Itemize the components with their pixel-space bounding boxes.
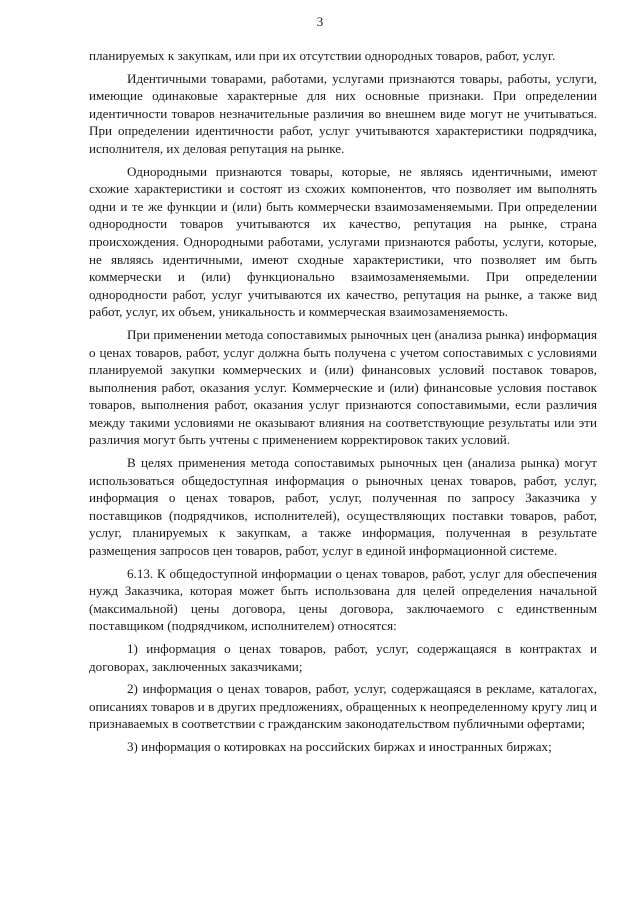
list-item-2: 2) информация о ценах товаров, работ, услуг, содержащаяся в рекламе, каталогах, описаниях товаров и в других предложениях, обращенных к неопределенному кругу лиц и признаваемых в соответствии с гражданским законодательством публичными офертами;: [89, 681, 597, 732]
list-item-1: 1) информация о ценах товаров, работ, услуг, содержащаяся в контрактах и договорах, заключенных заказчиками;: [89, 641, 597, 674]
paragraph-homogeneous-goods: Однородными признаются товары, которые, не являясь идентичными, имеют схожие характеристики и состоят из схожих компонентов, что позволяет им выполнять одни и те же функции и (или) быть коммерчески взаимозаменяемыми. При определении однородности товаров учитываются их качество, репутация на рынке, страна происхождения. Однородными работами, услугами признаются работы, услуги, которые, не являясь идентичными, имеют сходные характеристики, что позволяет им быть коммерчески и (или) функционально взаимозаменяемыми. При определении однородности работ, услуг учитываются их качество, репутация на рынке, а также вид работ, услуг, их объем, уникальность и коммерческая взаимозаменяемость.: [89, 163, 597, 320]
paragraph-market-price-method: При применении метода сопоставимых рыночных цен (анализа рынка) информация о ценах товаров, работ, услуг должна быть получена с учетом сопоставимых с условиями планируемой закупки коммерческих и (или) финансовых условий поставок товаров, выполнения работ, оказания услуг. Коммерческие и (или) финансовые условия поставок товаров, выполнения работ, оказания услуг признаются сопоставимыми, если различия между такими условиями не оказывают влияния на соответствующие результаты или эти различия могут быть учтены с применением корректировок таких условий.: [89, 326, 597, 448]
list-item-3: 3) информация о котировках на российских биржах и иностранных биржах;: [127, 738, 552, 754]
paragraph-section-6-13: 6.13. К общедоступной информации о ценах товаров, работ, услуг для обеспечения нужд Заказчика, которая может быть использована для целей определения начальной (максимальной) цены договора, цены договора, заключаемого с единственным поставщиком (подрядчиком, исполнителем) относятся:: [89, 565, 597, 634]
paragraph-continuation: планируемых к закупкам, или при их отсутствии однородных товаров, работ, услуг.: [89, 48, 556, 63]
page-number: 3: [316, 14, 324, 29]
paragraph-market-analysis-purposes: В целях применения метода сопоставимых рыночных цен (анализа рынка) могут использоваться общедоступная информация о рыночных ценах товаров, работ, услуг, информация о ценах товаров, работ, услуг, полученная по запросу Заказчика у поставщиков (подрядчиков, исполнителей), осуществляющих поставки товаров, работ, услуг, планируемых к закупкам, а также информация, полученная в результате размещения запросов цен товаров, работ, услуг в единой информационной системе.: [89, 455, 597, 559]
document-body: [89, 47, 597, 761]
paragraph-identical-goods: Идентичными товарами, работами, услугами признаются товары, работы, услуги, имеющие одинаковые характерные для них основные признаки. При определении идентичности товаров незначительные различия во внешнем виде могут не учитываться. При определении идентичности работ, услуг учитываются характеристики подрядчика, исполнителя, их деловая репутация на рынке.: [89, 70, 597, 156]
